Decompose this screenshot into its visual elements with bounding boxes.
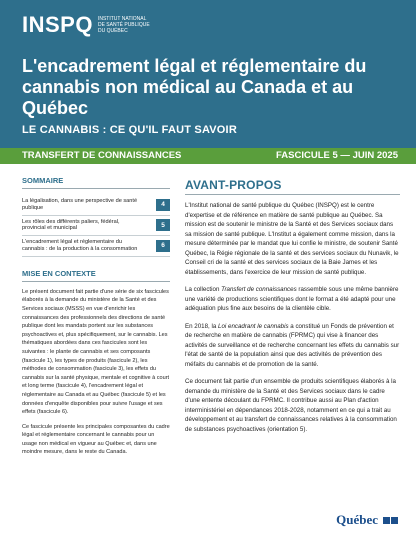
foreword-paragraph: [185, 285, 400, 314]
quebec-logo: [336, 512, 398, 528]
foreword-paragraph: Ce document fait partie d'un ensemble de produits scientifiques élaborés à la demande du ministère de la Santé et des Services sociaux dans le cadre d'une entente découlant du FPRMC. Il contribue aussi au Plan d'action interministériel en dépendances 2018-2028, notamment en ce qui a trait au développement et au transfert de connaissances relatives à la consommation de substances psychoactives (orientation 5).: [185, 378, 397, 433]
toc-entry[interactable]: [22, 236, 170, 257]
logo-subtitle-line: DU QUÉBEC: [97, 28, 128, 34]
foreword-paragraph: L'Institut national de santé publique du Québec (INSPQ) est le centre d'expertise et de référence en matière de santé publique au Québec. Sa mission est de soutenir le ministre de la Santé et des Services sociaux dans sa mission de santé publique. L'Institut a également comme mission, dans la mesure déterminée par le mandat que lui confie le ministre, de soutenir Santé Québec, la Régie régionale de la santé et des services sociaux du Nunavik, le Conseil cri de la santé et des services sociaux de la Baie James et les établissements, dans l'exercice de leur mission de santé publique.: [185, 202, 399, 276]
series-subtitle: LE CANNABIS : CE QU'IL FAUT SAVOIR: [22, 124, 237, 136]
context-paragraph: Le présent document fait partie d'une série de six fascicules élaborés à la demande du ministère de la Santé et des Services sociaux (MSSS) en vue d'enrichir les connaissances des professionnels des directions de santé publique dont les mandats portent sur les substances psychoactives et, plus spécifiquement, sur le cannabis. Les thématiques abordées dans ces fascicules sont les suivantes : le plante de cannabis et ses composants (fascicule 1), les types de produits (fascicule 2), les méthodes de consommation (fascicule 3), les effets du cannabis sur la santé physique, mentale et cognitive à court et long terme (fascicule 4), l'encadrement légal et réglementaire au Canada et au Québec (fascicule 5) et les données d'enquête disponibles pour suivre l'usage et ses effets (fascicule 6).: [22, 288, 170, 416]
document-title: L'encadrement légal et réglementaire du cannabis non médical au Canada et au Québec: [22, 56, 367, 118]
text-run: a constitué un Fonds de prévention et de recherche en matière de cannabis (FPRMC) qui vise à financer des activités de surveillance et de recherche concernant les effets du cannabis sur l'état de santé de la population ainsi que des activités de prévention des méfaits du cannabis et de promotion de la santé.: [185, 322, 400, 368]
toc-entry-label: L'encadrement légal et réglementaire du cannabis : de la production à la consommation: [22, 239, 138, 252]
cover-header: [0, 0, 416, 148]
collection-band: [0, 148, 416, 164]
toc-page-number: 6: [156, 240, 170, 252]
toc-entry[interactable]: [22, 216, 170, 237]
fleur-de-lis-flag-icon: [382, 517, 398, 524]
toc-entry-label: La légalisation, dans une perspective de santé publique: [22, 198, 138, 211]
foreword-heading: AVANT-PROPOS: [185, 178, 400, 195]
law-title: Loi encadrant le cannabis: [218, 322, 289, 330]
collection-name: TRANSFERT DE CONNAISSANCES: [22, 150, 182, 161]
foreword-paragraph: [185, 322, 400, 370]
text-run: rassemble sous une même bannière une variété de productions scientifiques dont le format a été adapté pour une adéquation plus fine aux besoins de la clientèle cible.: [185, 286, 399, 312]
logo-subtitle: [98, 16, 150, 34]
collection-title: Transfert de connaissances: [221, 286, 297, 293]
context-paragraph: Ce fascicule présente les principales composantes du cadre légal et réglementaire concernant le cannabis pour un usage non médical en vigueur au Québec et, dans une moindre mesure, dans le reste du Canada.: [22, 423, 170, 456]
text-run: En 2018, la: [185, 322, 219, 330]
context-heading: MISE EN CONTEXTE: [22, 269, 170, 282]
toc-page-number: 4: [156, 199, 170, 211]
sidebar: [22, 176, 170, 463]
issue-label: FASCICULE 5 — JUIN 2025: [276, 150, 398, 161]
inspq-logo: [22, 14, 150, 36]
text-run: La collection: [185, 286, 222, 293]
summary-heading: SOMMAIRE: [22, 176, 170, 189]
toc-entry-label: Les rôles des différents paliers, fédéral, provincial et municipal: [22, 218, 120, 232]
logo-subtitle-line: DE SANTÉ PUBLIQUE: [97, 22, 150, 28]
logo-wordmark: INSPQ: [22, 12, 93, 37]
main-column: [185, 178, 400, 442]
toc-entry[interactable]: [22, 195, 170, 216]
toc-page-number: 5: [156, 219, 170, 231]
logo-subtitle-line: INSTITUT NATIONAL: [97, 16, 147, 22]
quebec-wordmark: Québec: [336, 512, 378, 527]
